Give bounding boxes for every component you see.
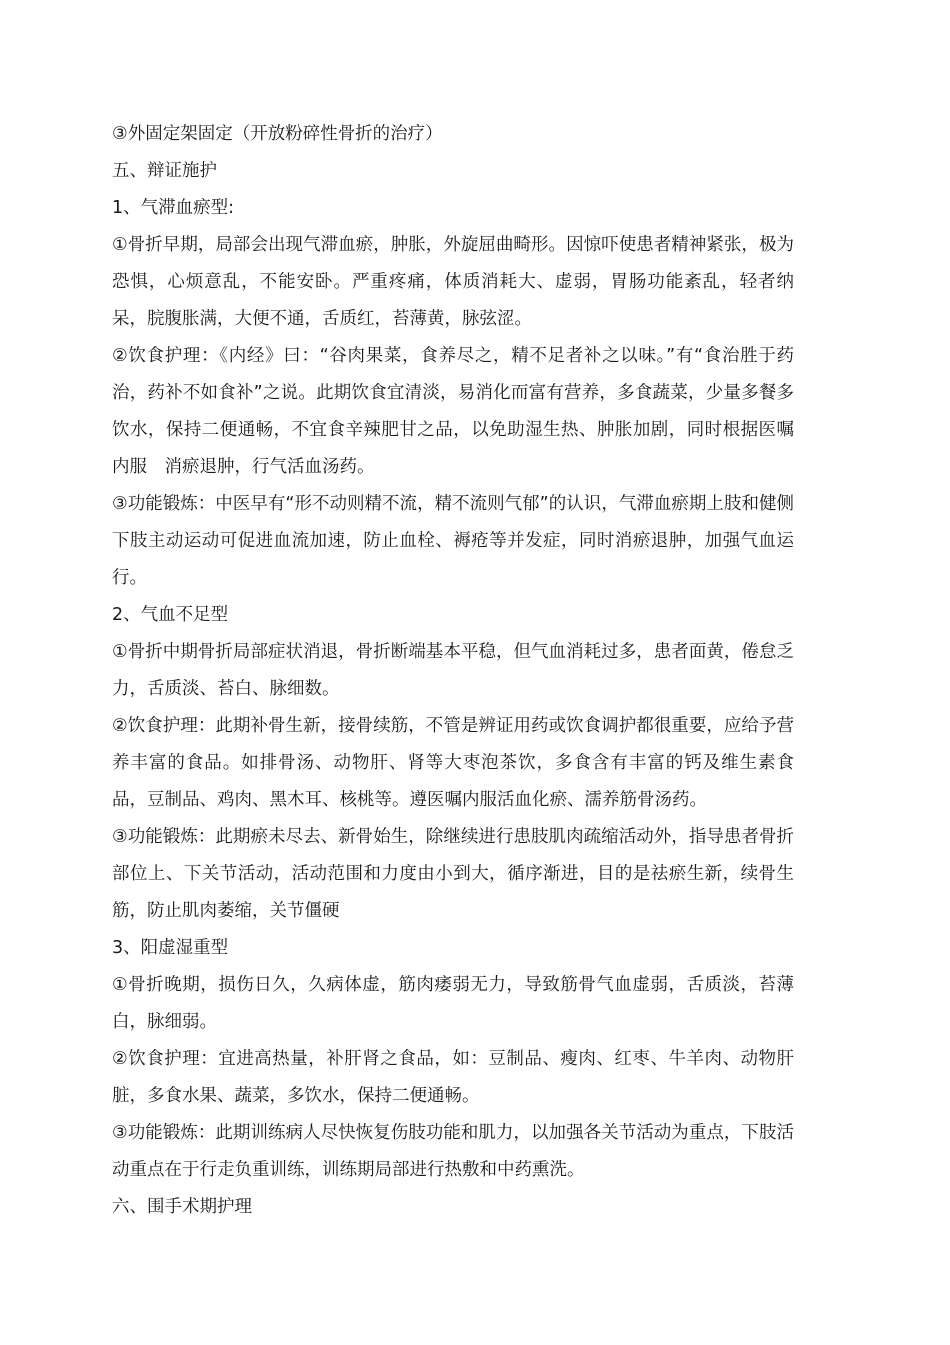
paragraph-middle-diet-care: ②饮食护理：此期补骨生新，接骨续筋，不管是辨证用药或饮食调护都很重要，应给予营养丰富的食品。如排骨汤、动物肝、肾等大枣泡茶饮，多食含有丰富的钙及维生素食品，豆制品、鸡肉、黑木耳、核桃等。遵医嘱内服活血化瘀、濡养筋骨汤药。	[112, 716, 794, 810]
paragraph-late-diet-care: ②饮食护理：宜进高热量，补肝肾之食品，如：豆制品、瘦肉、红枣、牛羊肉、动物肝脏，多食水果、蔬菜，多饮水，保持二便通畅。	[112, 1049, 794, 1106]
paragraph-early-exercise: ③功能锻炼：中医早有“形不动则精不流，精不流则气郁”的认识，气滞血瘀期上肢和健侧下肢主动运动可促进血流加速，防止血栓、褥疮等并发症，同时消瘀退肿，加强气血运行。	[112, 494, 794, 588]
paragraph-early-diet-care: ②饮食护理：《内经》曰：“谷肉果菜，食养尽之，精不足者补之以味。”有“食治胜于药治，药补不如食补”之说。此期饮食宜清淡，易消化而富有营养，多食蔬菜，少量多餐多饮水，保持二便通畅，不宜食辛辣肥甘之品，以免助湿生热、肿胀加剧，同时根据医嘱内服 消瘀退肿，行气活血汤药。	[112, 346, 794, 477]
subheading-qi-stagnation: 1、气滞血瘀型:	[112, 198, 235, 218]
paragraph-external-fixation: ③外固定架固定（开放粉碎性骨折的治疗）	[112, 124, 443, 144]
paragraph-middle-exercise: ③功能锻炼：此期瘀未尽去、新骨始生，除继续进行患肢肌肉疏缩活动外，指导患者骨折部位上、下关节活动，活动范围和力度由小到大，循序渐进，目的是祛瘀生新，续骨生筋，防止肌肉萎缩，关节僵硬	[112, 827, 794, 921]
paragraph-late-exercise: ③功能锻炼：此期训练病人尽快恢复伤肢功能和肌力，以加强各关节活动为重点，下肢活动重点在于行走负重训练，训练期局部进行热敷和中药熏洗。	[112, 1123, 794, 1180]
section-heading-syndrome-nursing: 五、辩证施护	[112, 161, 217, 181]
subheading-qi-blood-deficiency: 2、气血不足型	[112, 605, 229, 625]
paragraph-early-fracture-symptoms: ①骨折早期，局部会出现气滞血瘀，肿胀，外旋屈曲畸形。因惊吓使患者精神紧张，极为恐惧，心烦意乱，不能安卧。严重疼痛，体质消耗大、虚弱，胃肠功能紊乱，轻者纳呆，脘腹胀满，大便不通，舌质红，苔薄黄，脉弦涩。	[112, 235, 794, 329]
document-page	[112, 116, 794, 1226]
subheading-yang-deficiency: 3、阳虚湿重型	[112, 938, 229, 958]
paragraph-late-fracture-symptoms: ①骨折晚期，损伤日久，久病体虚，筋肉痿弱无力，导致筋骨气血虚弱，舌质淡，苔薄白，脉细弱。	[112, 975, 794, 1032]
section-heading-perioperative-care: 六、围手术期护理	[112, 1197, 252, 1217]
paragraph-middle-fracture-symptoms: ①骨折中期骨折局部症状消退，骨折断端基本平稳，但气血消耗过多，患者面黄，倦怠乏力，舌质淡、苔白、脉细数。	[112, 642, 794, 699]
